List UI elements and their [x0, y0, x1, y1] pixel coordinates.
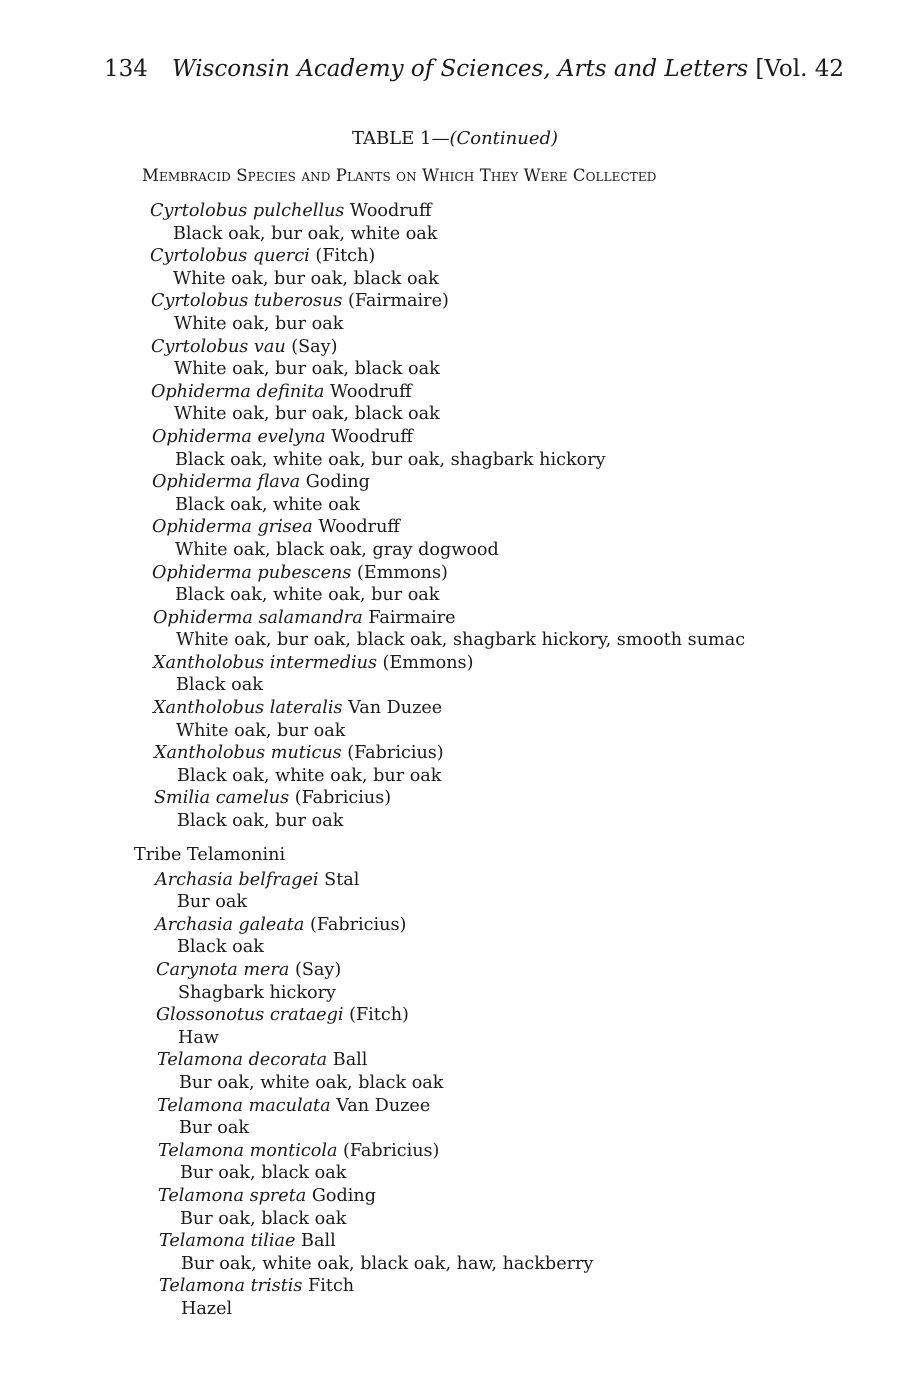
species-name: Xantholobus lateralis	[153, 698, 343, 719]
host-plants: Bur oak, white oak, black oak	[179, 1072, 444, 1093]
host-plants: Shagbark hickory	[178, 982, 336, 1003]
page-header	[104, 56, 844, 90]
species-entry	[0, 1095, 910, 1118]
species-author: Ball	[295, 1231, 336, 1252]
species-entry	[0, 471, 910, 494]
species-name: Ophiderma salamandra	[153, 607, 363, 628]
species-author: Woodruff	[325, 426, 413, 447]
species-author: (Fabricius)	[289, 788, 392, 809]
species-name: Cyrtolobus vau	[151, 336, 286, 357]
species-entry	[0, 869, 910, 892]
host-plants: Black oak, white oak, bur oak	[175, 585, 440, 606]
species-author: Goding	[306, 1185, 376, 1206]
host-plants: White oak, bur oak, black oak	[174, 359, 440, 380]
species-author: Fairmaire	[362, 607, 456, 628]
host-plants: Bur oak, black oak	[180, 1208, 347, 1229]
table-title	[0, 128, 910, 149]
species-name: Ophiderma grisea	[152, 517, 313, 538]
species-name: Cyrtolobus tuberosus	[151, 291, 343, 312]
species-entry	[0, 336, 910, 359]
species-entry	[0, 381, 910, 404]
species-author: (Fabricius)	[341, 743, 444, 764]
species-name: Xantholobus muticus	[154, 743, 342, 764]
species-name: Telamona tristis	[159, 1276, 303, 1297]
host-plants: White oak, black oak, gray dogwood	[175, 539, 499, 560]
species-author: (Emmons)	[351, 562, 448, 583]
species-entry	[0, 245, 910, 268]
page-number: 134	[104, 56, 148, 82]
host-plants: White oak, bur oak	[176, 720, 346, 741]
host-plants: Black oak, bur oak, white oak	[173, 223, 438, 244]
host-plants: Bur oak, white oak, black oak, haw, hackberry	[181, 1253, 594, 1274]
host-plants: Black oak, white oak	[175, 494, 360, 515]
table-title-main: TABLE 1—	[351, 128, 450, 149]
species-author: (Fitch)	[343, 1005, 409, 1026]
species-entry	[0, 959, 910, 982]
species-name: Carynota mera	[156, 960, 290, 980]
species-entry	[0, 914, 910, 937]
species-author: Woodruff	[344, 201, 432, 221]
species-entry	[0, 1185, 910, 1208]
host-plants: Black oak, bur oak	[177, 811, 344, 832]
species-author: (Fairmaire)	[342, 291, 449, 312]
species-entry	[0, 562, 910, 585]
table-title-continued: (Continued)	[449, 128, 559, 149]
table-subtitle: Membracid Species and Plants on Which They Were Collected	[142, 166, 657, 185]
species-entry	[0, 742, 910, 765]
host-plants: Hazel	[181, 1298, 233, 1319]
host-plants: Black oak, white oak, bur oak, shagbark hickory	[175, 449, 606, 470]
species-name: Ophiderma pubescens	[152, 562, 352, 583]
species-name: Telamona spreta	[158, 1185, 307, 1206]
species-author: (Emmons)	[376, 652, 474, 673]
species-entry	[0, 426, 910, 449]
host-plants: Bur oak	[177, 892, 248, 913]
volume-label: [Vol. 42	[755, 56, 844, 82]
species-name: Ophiderma definita	[151, 381, 325, 402]
species-entry	[0, 1004, 910, 1027]
species-group-2	[0, 869, 910, 1321]
species-author: Stal	[318, 869, 360, 890]
species-name: Telamona decorata	[157, 1050, 328, 1071]
species-author: (Say)	[285, 336, 338, 357]
host-plants: White oak, bur oak, black oak, shagbark hickory, smooth sumac	[176, 630, 746, 651]
species-entry	[0, 516, 910, 539]
species-author: Fitch	[302, 1276, 355, 1297]
species-name: Glossonotus crataegi	[156, 1005, 344, 1026]
species-name: Archasia galeata	[155, 914, 305, 935]
species-author: Van Duzee	[330, 1095, 431, 1116]
host-plants: Black oak	[177, 937, 264, 958]
species-entry	[0, 290, 910, 313]
host-plants: Haw	[178, 1027, 219, 1048]
host-plants: White oak, bur oak, black oak	[173, 268, 439, 289]
species-name: Ophiderma flava	[152, 472, 301, 493]
species-author: (Say)	[289, 960, 342, 980]
species-author: Van Duzee	[342, 698, 443, 719]
species-author: Goding	[300, 472, 370, 493]
species-entry	[0, 652, 910, 675]
species-name: Telamona monticola	[158, 1140, 338, 1161]
species-name: Ophiderma evelyna	[152, 426, 326, 447]
journal-title: Wisconsin Academy of Sciences, Arts and Letters	[172, 56, 749, 82]
host-plants: Black oak, white oak, bur oak	[177, 765, 442, 786]
species-entry	[0, 787, 910, 810]
host-plants: Bur oak, black oak	[180, 1163, 347, 1184]
species-entry	[0, 1140, 910, 1163]
species-entry	[0, 697, 910, 720]
species-author: Ball	[327, 1050, 368, 1071]
species-entry	[0, 1230, 910, 1253]
species-name: Smilia camelus	[154, 788, 290, 809]
species-group-1	[0, 200, 910, 833]
tribe-heading: Tribe Telamonini	[134, 844, 286, 865]
host-plants: White oak, bur oak, black oak	[174, 404, 440, 425]
species-entry	[0, 1275, 910, 1298]
species-author: (Fabricius)	[304, 914, 407, 935]
species-author: Woodruff	[324, 381, 412, 402]
host-plants: Black oak	[176, 675, 263, 696]
species-name: Xantholobus intermedius	[153, 652, 377, 673]
species-list	[0, 200, 910, 1321]
species-entry	[0, 200, 910, 223]
host-plants: Bur oak	[179, 1118, 250, 1139]
species-author: Woodruff	[312, 517, 400, 538]
species-author: (Fabricius)	[337, 1140, 440, 1161]
species-name: Telamona maculata	[157, 1095, 331, 1116]
species-name: Cyrtolobus querci	[150, 246, 310, 267]
host-plants: White oak, bur oak	[174, 313, 344, 334]
species-name: Cyrtolobus pulchellus	[150, 201, 345, 221]
species-name: Telamona tiliae	[159, 1231, 296, 1252]
species-entry	[0, 1049, 910, 1072]
species-name: Archasia belfragei	[155, 869, 319, 890]
species-entry	[0, 607, 910, 630]
species-author: (Fitch)	[309, 246, 376, 267]
